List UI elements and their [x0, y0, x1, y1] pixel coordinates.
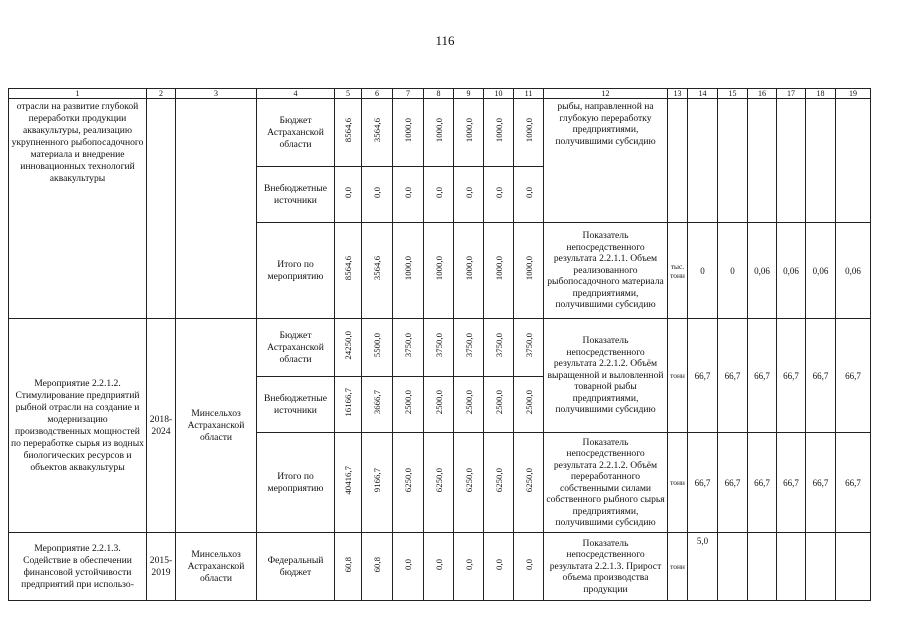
- column-number: 16: [748, 89, 777, 99]
- years-cell: 2018-2024: [147, 319, 176, 533]
- column-number-row: [9, 89, 871, 99]
- indicator-cell: Показатель непосредственного результата 2.2.1.2. Объём переработанного собственными силами собственного рыбного сырья предприятиями, получившими субсидию: [544, 433, 668, 533]
- value-cell: 6250,0: [514, 433, 544, 533]
- target-cell: [836, 533, 871, 601]
- target-cell: 66,7: [836, 319, 871, 433]
- funding-source-cell: Итого по мероприятию: [257, 223, 335, 319]
- column-number: 17: [777, 89, 806, 99]
- column-number: 5: [335, 89, 362, 99]
- column-number: 6: [362, 89, 393, 99]
- value-cell: 2500,0: [514, 377, 544, 433]
- target-cell: 5,0: [688, 533, 718, 601]
- value-cell: 6250,0: [454, 433, 484, 533]
- column-number: 7: [393, 89, 424, 99]
- target-cell: 66,7: [688, 319, 718, 433]
- value-cell: 3750,0: [454, 319, 484, 377]
- target-cell: [836, 99, 871, 223]
- table-row: [9, 319, 871, 377]
- value-cell: 0,0: [514, 167, 544, 223]
- value-cell: 1000,0: [424, 223, 454, 319]
- target-cell: [777, 99, 806, 223]
- program-activities-table: [8, 88, 871, 601]
- column-number: 3: [176, 89, 257, 99]
- target-cell: [718, 99, 748, 223]
- unit-cell: тонн: [668, 533, 688, 601]
- column-number: 15: [718, 89, 748, 99]
- value-cell: 5500,0: [362, 319, 393, 377]
- value-cell: 6250,0: [484, 433, 514, 533]
- unit-cell: тонн: [668, 433, 688, 533]
- value-cell: 9166,7: [362, 433, 393, 533]
- target-cell: 0,06: [777, 223, 806, 319]
- column-number: 12: [544, 89, 668, 99]
- value-cell: 1000,0: [424, 99, 454, 167]
- activity-name-cell: Мероприятие 2.2.1.3. Содействие в обеспечении финансовой устойчивости предприятий при использо-: [9, 533, 147, 601]
- indicator-cell: Показатель непосредственного результата 2.2.1.2. Объём выращенной и выловленной товарной рыбы предприятиями, получившими субсидию: [544, 319, 668, 433]
- target-cell: 0,06: [836, 223, 871, 319]
- value-cell: 3750,0: [484, 319, 514, 377]
- target-cell: 66,7: [806, 319, 836, 433]
- target-cell: 66,7: [718, 433, 748, 533]
- value-cell: 60,8: [362, 533, 393, 601]
- target-cell: [806, 533, 836, 601]
- column-number: 10: [484, 89, 514, 99]
- table-row: [9, 533, 871, 601]
- value-cell: 2500,0: [393, 377, 424, 433]
- value-cell: 3750,0: [393, 319, 424, 377]
- executor-cell: [176, 99, 257, 319]
- value-cell: 1000,0: [514, 99, 544, 167]
- indicator-cell: Показатель непосредственного результата 2.2.1.1. Объем реализованного рыбопосадочного материала предприятиями, получившими субсидию: [544, 223, 668, 319]
- indicator-cell: Показатель непосредственного результата 2.2.1.3. Прирост объема производства продукции: [544, 533, 668, 601]
- page-number: 116: [435, 33, 455, 48]
- funding-source-cell: Федеральный бюджет: [257, 533, 335, 601]
- value-cell: 0,0: [484, 167, 514, 223]
- activity-name-cell: отрасли на развитие глубокой переработки продукции аквакультуры, реализацию укрупненного рыбопосадочного материала и внедрение инновационных технологий аквакультуры: [9, 99, 147, 319]
- table-row: [9, 99, 871, 167]
- indicator-cell: рыбы, направленной на глубокую переработку предприятиями, получившими субсидию: [544, 99, 668, 223]
- value-cell: 24250,0: [335, 319, 362, 377]
- column-number: 1: [9, 89, 147, 99]
- value-cell: 0,0: [335, 167, 362, 223]
- value-cell: 1000,0: [484, 99, 514, 167]
- value-cell: 8564,6: [335, 223, 362, 319]
- column-number: 19: [836, 89, 871, 99]
- value-cell: 0,0: [393, 167, 424, 223]
- value-cell: 2500,0: [454, 377, 484, 433]
- funding-source-cell: Внебюджетные источники: [257, 377, 335, 433]
- target-cell: 0,06: [748, 223, 777, 319]
- value-cell: 1000,0: [393, 223, 424, 319]
- target-cell: 66,7: [748, 433, 777, 533]
- column-number: 9: [454, 89, 484, 99]
- value-cell: 16166,7: [335, 377, 362, 433]
- value-cell: 3750,0: [424, 319, 454, 377]
- target-cell: [806, 99, 836, 223]
- value-cell: 6250,0: [393, 433, 424, 533]
- years-cell: [147, 99, 176, 319]
- value-cell: 0,0: [454, 167, 484, 223]
- value-cell: 6250,0: [424, 433, 454, 533]
- years-cell: 2015-2019: [147, 533, 176, 601]
- column-number: 13: [668, 89, 688, 99]
- target-cell: [748, 99, 777, 223]
- target-cell: [777, 533, 806, 601]
- value-cell: 1000,0: [514, 223, 544, 319]
- value-cell: 0,0: [362, 167, 393, 223]
- target-cell: 66,7: [777, 319, 806, 433]
- column-number: 11: [514, 89, 544, 99]
- target-cell: 0: [688, 223, 718, 319]
- funding-source-cell: Внебюджетные источники: [257, 167, 335, 223]
- value-cell: 3564,6: [362, 99, 393, 167]
- value-cell: 2500,0: [424, 377, 454, 433]
- value-cell: 40416,7: [335, 433, 362, 533]
- executor-cell: Минсельхоз Астраханской области: [176, 319, 257, 533]
- unit-cell: тыс. тонн: [668, 223, 688, 319]
- value-cell: 60,8: [335, 533, 362, 601]
- value-cell: 0,0: [393, 533, 424, 601]
- funding-source-cell: Итого по мероприятию: [257, 433, 335, 533]
- target-cell: 66,7: [777, 433, 806, 533]
- column-number: 14: [688, 89, 718, 99]
- value-cell: 1000,0: [393, 99, 424, 167]
- value-cell: 3750,0: [514, 319, 544, 377]
- column-number: 2: [147, 89, 176, 99]
- target-cell: [748, 533, 777, 601]
- value-cell: 1000,0: [454, 223, 484, 319]
- column-number: 8: [424, 89, 454, 99]
- activity-name-cell: Мероприятие 2.2.1.2. Стимулирование предприятий рыбной отрасли на создание и модернизацию производственных мощностей по переработке сырья из водных биологических ресурсов и объектов аквакультуры: [9, 319, 147, 533]
- value-cell: 0,0: [424, 167, 454, 223]
- target-cell: [688, 99, 718, 223]
- funding-source-cell: Бюджет Астраханской области: [257, 319, 335, 377]
- executor-cell: Минсельхоз Астраханской области: [176, 533, 257, 601]
- value-cell: 8564,6: [335, 99, 362, 167]
- value-cell: 2500,0: [484, 377, 514, 433]
- value-cell: 1000,0: [454, 99, 484, 167]
- value-cell: 0,0: [424, 533, 454, 601]
- value-cell: 3564,6: [362, 223, 393, 319]
- target-cell: 66,7: [806, 433, 836, 533]
- value-cell: 1000,0: [484, 223, 514, 319]
- target-cell: 66,7: [748, 319, 777, 433]
- target-cell: 66,7: [718, 319, 748, 433]
- unit-cell: [668, 99, 688, 223]
- funding-source-cell: Бюджет Астраханской области: [257, 99, 335, 167]
- unit-cell: тонн: [668, 319, 688, 433]
- target-cell: [718, 533, 748, 601]
- value-cell: 0,0: [454, 533, 484, 601]
- value-cell: 0,0: [514, 533, 544, 601]
- value-cell: 0,0: [484, 533, 514, 601]
- value-cell: 3666,7: [362, 377, 393, 433]
- target-cell: 0: [718, 223, 748, 319]
- target-cell: 0,06: [806, 223, 836, 319]
- column-number: 18: [806, 89, 836, 99]
- target-cell: 66,7: [688, 433, 718, 533]
- column-number: 4: [257, 89, 335, 99]
- target-cell: 66,7: [836, 433, 871, 533]
